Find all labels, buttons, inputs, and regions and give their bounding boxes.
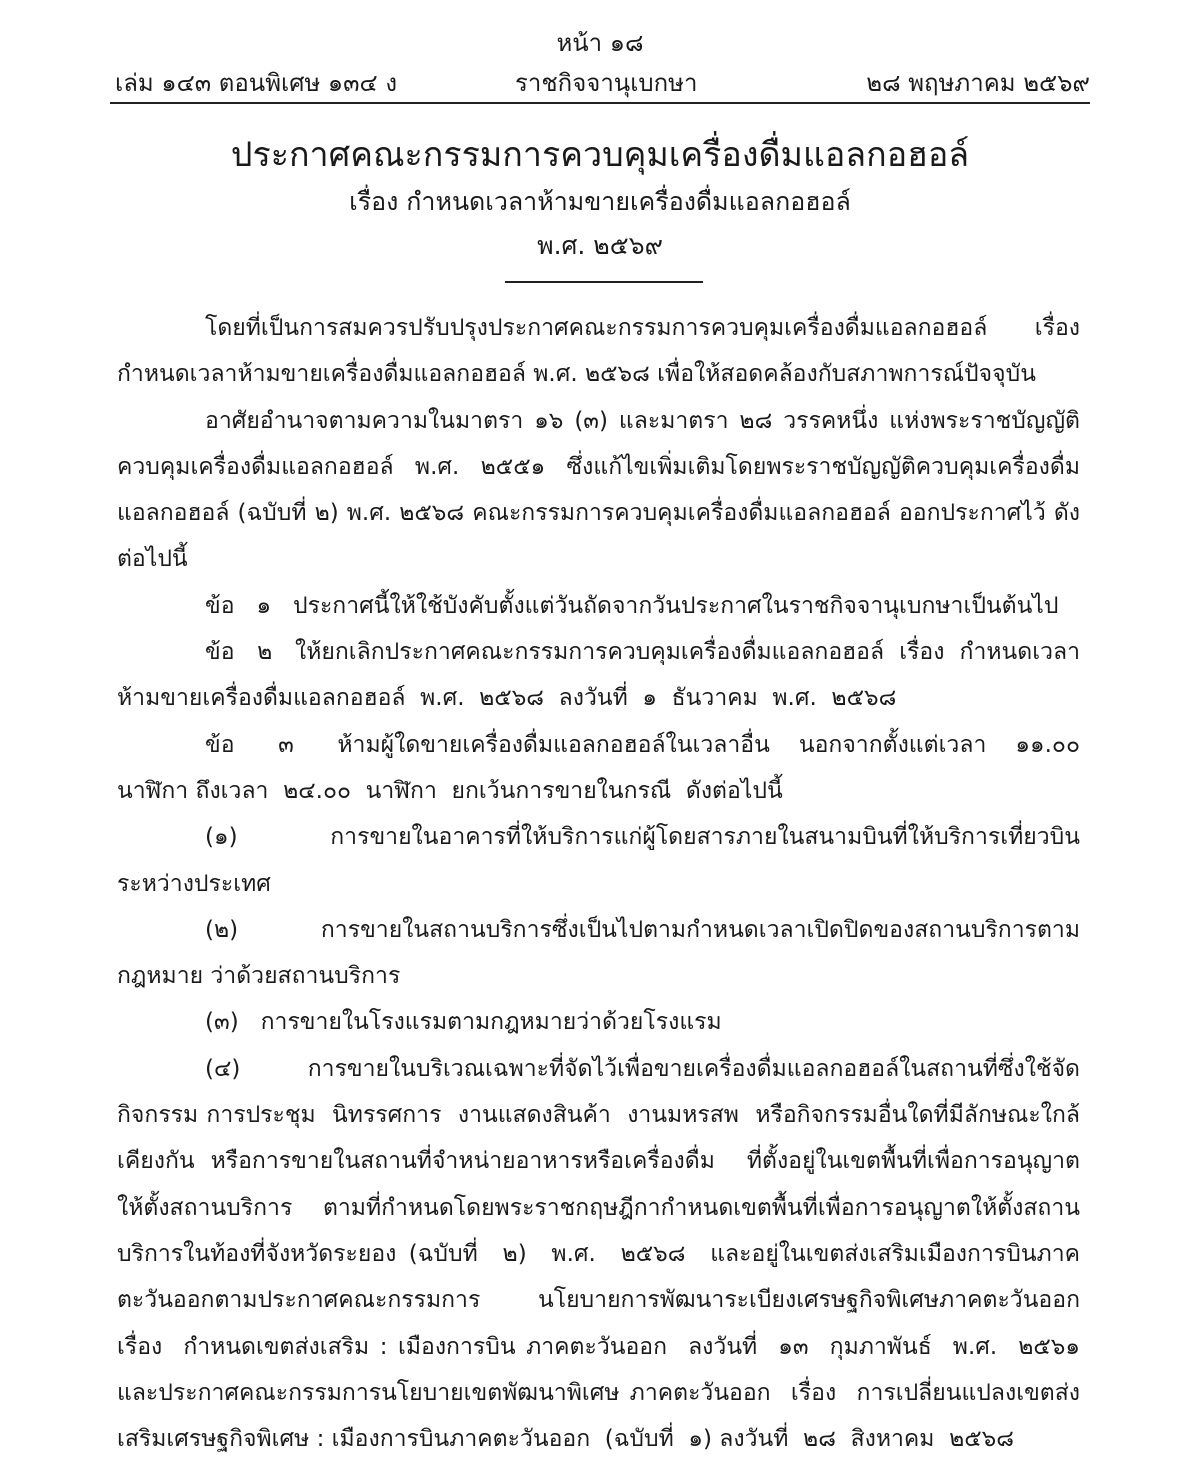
authority-paragraph: อาศัยอำนาจตามความในมาตรา ๑๖ (๓) และมาตรา ๒๘ วรรคหนึ่ง แห่งพระราชบัญญัติควบคุมเครื่องดื่มแอลกอฮอล์ พ.ศ. ๒๕๕๑ ซึ่งแก้ไขเพิ่มเติมโดยพระราชบัญญัติควบคุมเครื่องดื่มแอลกอฮอล์ (ฉบับที่ ๒) พ.ศ. ๒๕๖๘ คณะกรรมการควบคุมเครื่องดื่มแอลกอฮอล์ ออกประกาศไว้ ดังต่อไปนี้ — [117, 407, 1080, 573]
clause-2: ข้อ ๒ ให้ยกเลิกประกาศคณะกรรมการควบคุมเครื่องดื่มแอลกอฮอล์ เรื่อง กำหนดเวลาห้ามขายเครื่องดื่มแอลกอฮอล์ พ.ศ. ๒๕๖๘ ลงวันที่ ๑ ธันวาคม พ.ศ. ๒๕๖๘ — [117, 639, 1080, 712]
clause-3: ข้อ ๓ ห้ามผู้ใดขายเครื่องดื่มแอลกอฮอล์ในเวลาอื่น นอกจากตั้งแต่เวลา ๑๑.๐๐ นาฬิกา ถึงเวลา ๒๔.๐๐ นาฬิกา ยกเว้นการขายในกรณี ดังต่อไปนี้ — [117, 731, 1095, 804]
announcement-body — [117, 305, 1095, 1462]
exception-item-3: (๓) การขายในโรงแรมตามกฎหมายว่าด้วยโรงแรม — [205, 1009, 722, 1036]
page-number: หน้า ๑๘ — [556, 29, 644, 57]
clause-1: ข้อ ๑ ประกาศนี้ให้ใช้บังคับตั้งแต่วันถัดจากวันประกาศในราชกิจจานุเบกษาเป็นต้นไป — [205, 592, 1059, 619]
announcement-subject: เรื่อง กำหนดเวลาห้ามขายเครื่องดื่มแอลกอฮอล์ — [349, 187, 851, 216]
announcement-title: ประกาศคณะกรรมการควบคุมเครื่องดื่มแอลกอฮอล์ — [230, 135, 970, 175]
volume-issue: เล่ม ๑๔๓ ตอนพิเศษ ๑๓๔ ง — [115, 69, 398, 97]
exception-item-4: (๔) การขายในบริเวณเฉพาะที่จัดไว้เพื่อขายเครื่องดื่มแอลกอฮอล์ในสถานที่ซึ่งใช้จัดกิจกรรม การประชุม นิทรรศการ งานแสดงสินค้า งานมหรสพ หรือกิจกรรมอื่นใดที่มีลักษณะใกล้เคียงกัน หรือการขายในสถานที่จำหน่ายอาหารหรือเครื่องดื่ม ที่ตั้งอยู่ในเขตพื้นที่เพื่อการอนุญาตให้ตั้งสถานบริการ ตามที่กำหนดโดยพระราชกฤษฎีกากำหนดเขตพื้นที่เพื่อการอนุญาตให้ตั้งสถานบริการในท้องที่จังหวัดระยอง (ฉบับที่ ๒) พ.ศ. ๒๕๖๘ และอยู่ในเขตส่งเสริมเมืองการบินภาคตะวันออกตามประกาศคณะกรรมการ นโยบายการพัฒนาระเบียงเศรษฐกิจพิเศษภาคตะวันออก เรื่อง กำหนดเขตส่งเสริม : เมืองการบิน ภาคตะวันออก ลงวันที่ ๑๓ กุมภาพันธ์ พ.ศ. ๒๕๖๑ และประกาศคณะกรรมการนโยบายเขตพัฒนาพิเศษ ภาคตะวันออก เรื่อง การเปลี่ยนแปลงเขตส่งเสริมเศรษฐกิจพิเศษ : เมืองการบินภาคตะวันออก (ฉบับที่ ๑) ลงวันที่ ๒๘ สิงหาคม ๒๕๖๘ — [117, 1055, 1095, 1453]
preamble-paragraph: โดยที่เป็นการสมควรปรับปรุงประกาศคณะกรรมการควบคุมเครื่องดื่มแอลกอฮอล์ เรื่อง กำหนดเวลาห้ามขายเครื่องดื่มแอลกอฮอล์ พ.ศ. ๒๕๖๘ เพื่อให้สอดคล้องกับสภาพการณ์ปัจจุบัน — [117, 315, 1080, 388]
gazette-name: ราชกิจจานุเบกษา — [515, 69, 698, 97]
exception-item-1: (๑) การขายในอาคารที่ให้บริการแก่ผู้โดยสารภายในสนามบินที่ให้บริการเที่ยวบินระหว่างประเทศ — [117, 824, 1080, 897]
publication-date: ๒๘ พฤษภาคม ๒๕๖๙ — [866, 69, 1090, 97]
header-divider — [110, 102, 1090, 104]
announcement-year: พ.ศ. ๒๕๖๙ — [537, 231, 663, 260]
title-divider — [505, 281, 703, 283]
exception-item-2: (๒) การขายในสถานบริการซึ่งเป็นไปตามกำหนดเวลาเปิดปิดของสถานบริการตามกฎหมาย ว่าด้วยสถานบริการ — [117, 916, 1080, 990]
gazette-header — [115, 68, 1090, 100]
